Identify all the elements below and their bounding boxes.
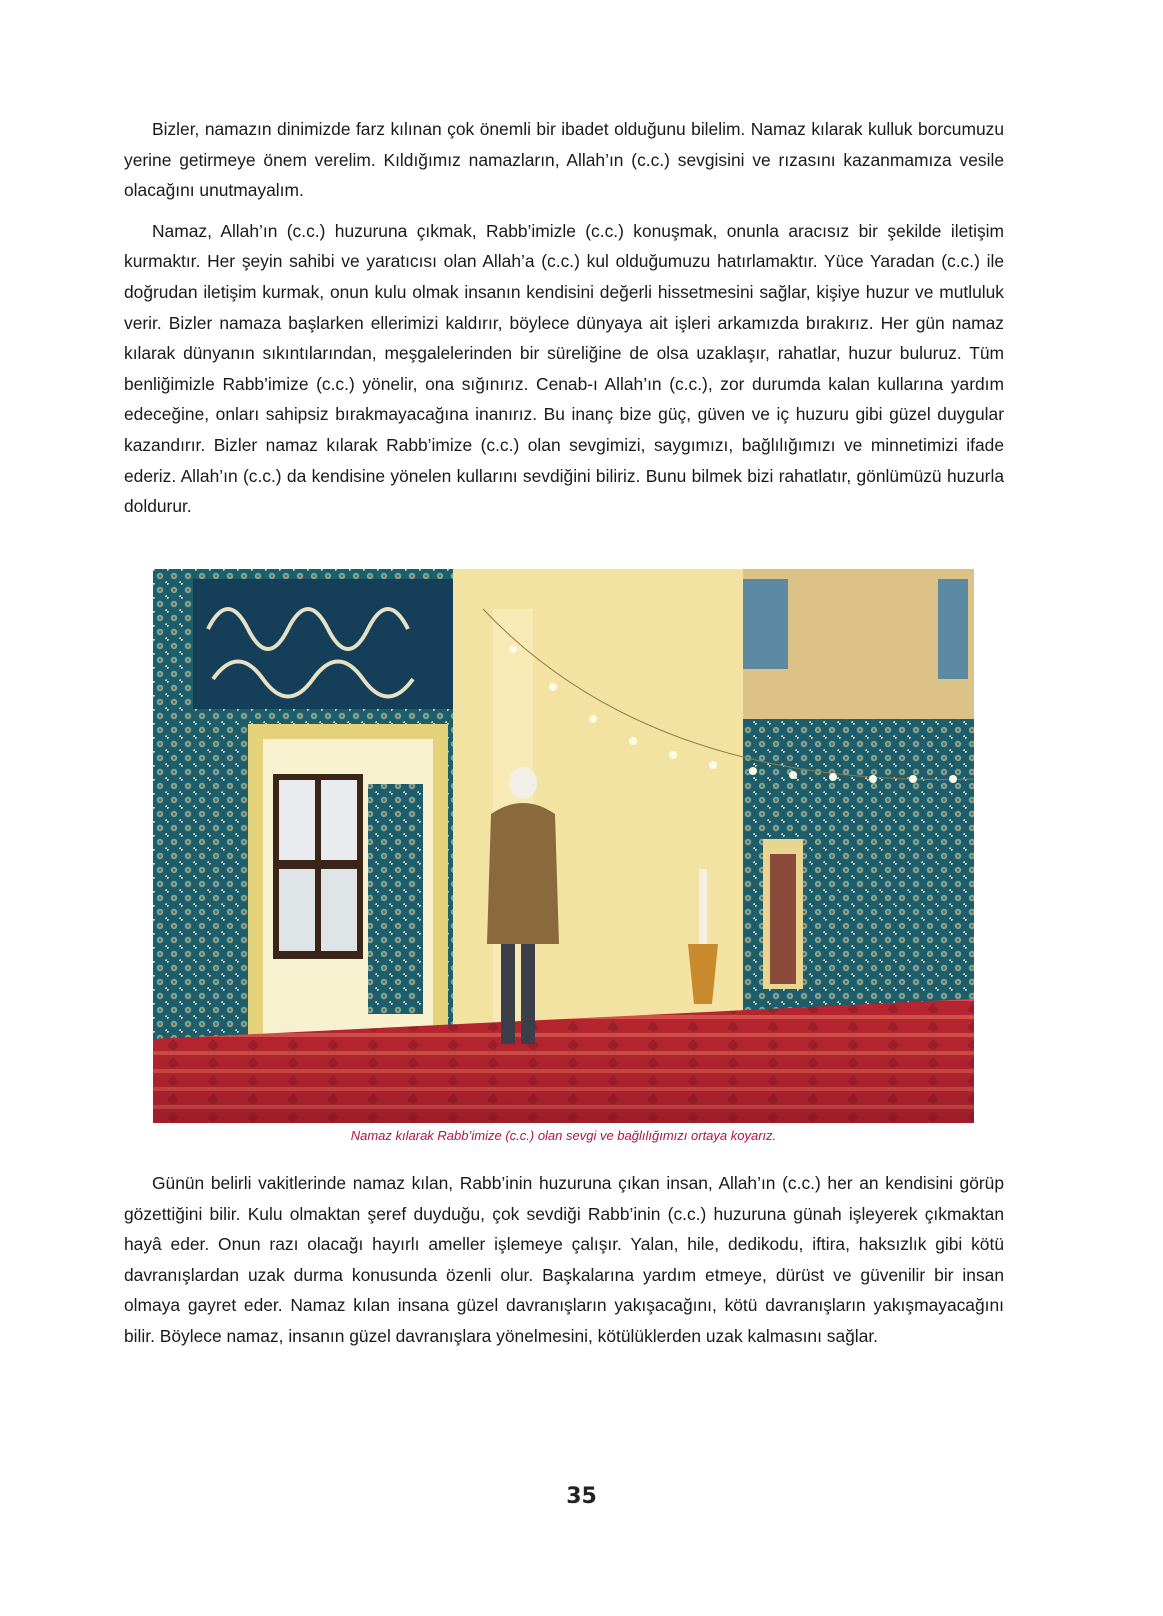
paragraph: Bizler, namazın dinimizde farz kılınan çok önemli bir ibadet olduğunu bilelim. Namaz kılarak kulluk borcumuzu yerine getirmeye önem verelim. Kıldığımız namazların, Allah’ın (c.c.) sevgisini ve rızasını kazanmamıza vesile olacağını unutmayalım. (124, 119, 1004, 201)
paragraph: Namaz, Allah’ın (c.c.) huzuruna çıkmak, Rabb’imizle (c.c.) konuşmak, onunla aracısız bir şekilde iletişim kurmaktır. Her şeyin sahibi ve yaratıcısı olan Allah’a (c.c.) kul olduğumuzu hatırlamaktır. Yüce Yaradan (c.c.) ile doğrudan iletişim kurmak, onun kulu olmak insanın kendisini değerli hissetmesini sağlar, kişiye huzur ve mutluluk verir. Bizler namaza başlarken ellerimizi kaldırır, böylece dünyaya ait işleri arkamızda bırakırız. Her gün namaz kılarak dünyanın sıkıntılarından, meşgalelerinden bir süreliğine de olsa uzaklaşır, rahatlar, huzur buluruz. Tüm benliğimizle Rabb’imize (c.c.) yönelir, ona sığınırız. Cenab-ı Allah’ın (c.c.), zor durumda kalan kullarına yardım edeceğine, onları sahipsiz bırakmayacağına inanırız. Bu inanç bize güç, güven ve iç huzuru gibi güzel duygular kazandırır. Bizler namaz kılarak Rabb’imize (c.c.) olan sevgimizi, saygımızı, bağlılığımızı ve minnetimizi ifade ederiz. Allah’ın (c.c.) da kendisine yönelen kullarını sevdiğini biliriz. Bunu bilmek bizi rahatlatır, gönlümüzü huzurla doldurur. (124, 220, 1004, 517)
body-text-bottom (124, 1168, 1004, 1352)
page-number: 35 (566, 1484, 597, 1509)
figure-caption: Namaz kılarak Rabb’imize (c.c.) olan sevgi ve bağlılığımızı ortaya koyarız. (350, 1128, 777, 1143)
paragraph: Günün belirli vakitlerinde namaz kılan, Rabb’inin huzuruna çıkan insan, Allah’ın (c.c.) her an kendisini görüp gözettiğini bilir. Kulu olmaktan şeref duyduğu, çok sevdiği Rabb’inin (c.c.) huzuruna günah işleyerek çıkmaktan hayâ eder. Onun razı olacağı hayırlı ameller işlemeye çalışır. Yalan, hile, dedikodu, iftira, haksızlık gibi kötü davranışlardan uzak durma konusunda özenli olur. Başkalarına yardım etmeye, dürüst ve güvenilir bir insan olmaya gayret eder. Namaz kılan insana güzel davranışların yakışacağını, kötü davranışların yakışmayacağını bilir. Böylece namaz, insanın güzel davranışlara yönelmesini, kötülüklerden uzak kalmasını sağlar. (124, 1173, 1004, 1346)
body-text-top (124, 114, 1004, 522)
mosque-photo (153, 569, 974, 1123)
